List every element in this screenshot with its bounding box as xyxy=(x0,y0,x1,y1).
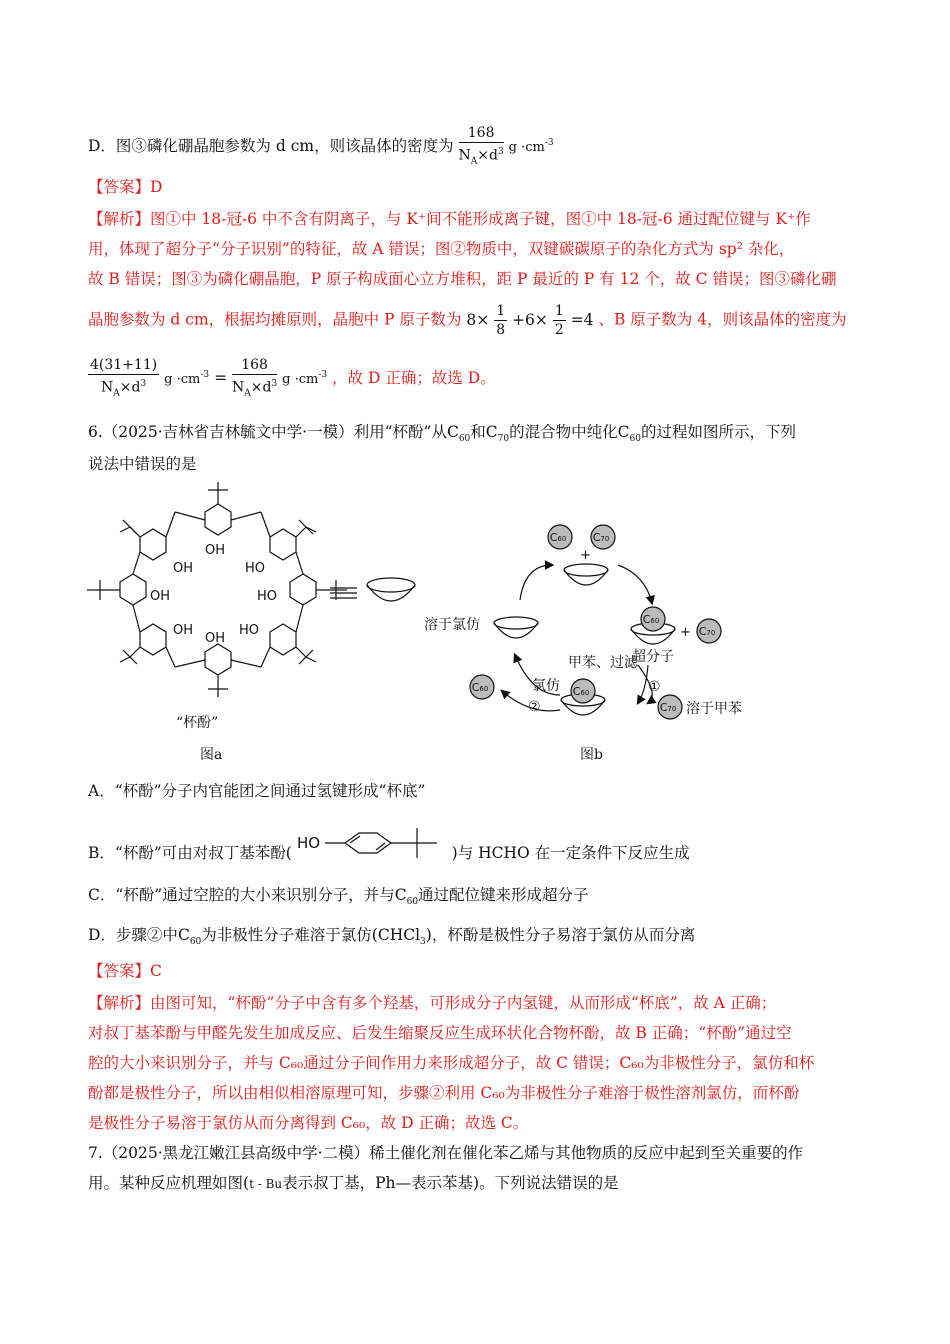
svg-text:C70: C70 xyxy=(659,701,677,714)
figure-a-label: 图a xyxy=(200,747,223,763)
density-calculation: $\frac{4(31+11)}{N_A\times d^3}$ $g \cdot cm^{-3}$ = $\frac{168}{N_A\times d^3}$ $g \cdot cm^{-3}$ xyxy=(90,357,328,399)
tert-butylphenol-structure xyxy=(297,828,447,880)
svg-text:HO: HO xyxy=(257,589,278,604)
option-d-q5: D．图③磷化硼晶胞参数为 d cm，则该晶体的密度为 $\frac{168}{N_A\times d^3}$ $g \cdot cm^{-3}$ xyxy=(88,124,554,170)
q6-analysis-line4: 酚都是极性分子，所以由相似相溶原理可知，步骤②利用 C₆₀为非极性分子难溶于极性溶剂氯仿，而杯酚 xyxy=(88,1084,800,1102)
q5-analysis-line1: 【解析】图①中 18-冠-6 中不含有阴离子，与 K⁺间不能形成离子键，图①中 18-冠-6 通过配位键与 K⁺作 xyxy=(88,210,811,228)
svg-text:C70: C70 xyxy=(698,625,716,638)
q6-stem-line1: 6.（2025·吉林省吉林毓文中学·一模）利用“杯酚”从$C_{60}$和$C_{70}$的混合物中纯化$C_{60}$的过程如图所示，下列 xyxy=(88,423,796,445)
figure-a-calixarene xyxy=(85,482,425,772)
svg-text:溶于氯仿: 溶于氯仿 xyxy=(424,617,480,633)
q7-stem-line2: 用。某种反应机理如图(t - Bu表示叔丁基，Ph—表示苯基)。下列说法错误的是 xyxy=(88,1174,619,1192)
svg-text:OH: OH xyxy=(173,623,194,638)
svg-text:甲苯、过滤: 甲苯、过滤 xyxy=(568,655,638,671)
q6-answer: 【答案】C xyxy=(88,962,162,980)
svg-text:HO: HO xyxy=(245,561,266,576)
figure-a-caption: “杯酚” xyxy=(176,715,219,731)
q6-stem-line2: 说法中错误的是 xyxy=(88,455,197,473)
svg-text:OH: OH xyxy=(205,631,226,646)
svg-text:氯仿: 氯仿 xyxy=(532,678,560,694)
q5-analysis-line5: $\frac{4(31+11)}{N_A\times d^3}$ $g \cdot cm^{-3}$ = $\frac{168}{N_A\times d^3}$ $g \cdot cm^{-3}$ ，故 D 正确；故选 D。 xyxy=(90,357,496,399)
svg-text:OH: OH xyxy=(173,561,194,576)
svg-text:溶于甲苯: 溶于甲苯 xyxy=(686,701,742,717)
q6-analysis-line2: 对叔丁基苯酚与甲醛先发生加成反应、后发生缩聚反应生成环状化合物杯酚，故 B 正确；“杯酚”通过空 xyxy=(88,1024,792,1042)
q5-analysis-line4: 晶胞参数为 d cm，根据均摊原则，晶胞中 P 原子数为 8× $\frac{1}{8}$ +6× $\frac{1}{2}$ =4 、B 原子数为 4，则该晶体的密度为 xyxy=(88,303,847,338)
figure-b-label: 图b xyxy=(580,747,603,763)
svg-text:C60: C60 xyxy=(642,613,660,626)
q6-analysis-line3: 腔的大小来识别分子，并与 C₆₀通过分子间作用力来形成超分子，故 C 错误；C₆₀为非极性分子，氯仿和杯 xyxy=(88,1054,815,1072)
svg-text:OH: OH xyxy=(205,543,226,558)
p-atom-count-formula: 8× $\frac{1}{8}$ +6× $\frac{1}{2}$ =4 xyxy=(466,303,594,338)
q6-option-a: A．“杯酚”分子内官能团之间通过氢键形成“杯底” xyxy=(88,782,426,800)
q6-analysis-line1: 【解析】由图可知，“杯酚”分子中含有多个羟基，可形成分子内氢键，从而形成“杯底”，故 A 正确； xyxy=(88,994,777,1012)
svg-text:C60: C60 xyxy=(549,531,567,544)
q5-answer: 【答案】D xyxy=(88,178,163,196)
figure-b-purification-cycle xyxy=(420,515,760,735)
svg-text:C60: C60 xyxy=(572,685,590,698)
svg-text:HO: HO xyxy=(296,834,320,852)
density-fraction: $\frac{168}{N_A\times d^3}$ xyxy=(458,125,504,167)
svg-text:①: ① xyxy=(648,679,661,695)
q6-option-c: C．“杯酚”通过空腔的大小来识别分子，并与$C_{60}$通过配位键来形成超分子 xyxy=(88,886,589,908)
q6-option-b: B．“杯酚”可由对叔丁基苯酚( HO )与 HCHO 在一定条件下反应生成 xyxy=(88,828,690,880)
q6-option-d: D．步骤②中$C_{60}$为非极性分子难溶于氯仿(CHCl$_3$)，杯酚是极性分子易溶于氯仿从而分离 xyxy=(88,926,696,948)
q5-analysis-line2: 用，体现了超分子“分子识别”的特征，故 A 错误；图②物质中，双键碳碳原子的杂化方式为 sp² 杂化， xyxy=(88,240,795,258)
q5-analysis-line3: 故 B 错误；图③为磷化硼晶胞，P 原子构成面心立方堆积，距 P 最近的 P 有 12 个，故 C 错误；图③磷化硼 xyxy=(88,270,837,288)
svg-text:②: ② xyxy=(528,699,541,715)
svg-text:HO: HO xyxy=(239,623,260,638)
svg-text:OH: OH xyxy=(150,589,171,604)
svg-text:超分子: 超分子 xyxy=(632,649,674,665)
svg-text:C70: C70 xyxy=(592,531,610,544)
q7-stem-line1: 7.（2025·黑龙江嫩江县高级中学·二模）稀土催化剂在催化苯乙烯与其他物质的反应中起到至关重要的作 xyxy=(88,1144,804,1162)
svg-text:+: + xyxy=(680,625,691,640)
q6-analysis-line5: 是极性分子易溶于氯仿从而分离得到 C₆₀，故 D 正确；故选 C。 xyxy=(88,1114,529,1132)
svg-text:C60: C60 xyxy=(471,681,489,694)
svg-text:+: + xyxy=(580,548,591,563)
